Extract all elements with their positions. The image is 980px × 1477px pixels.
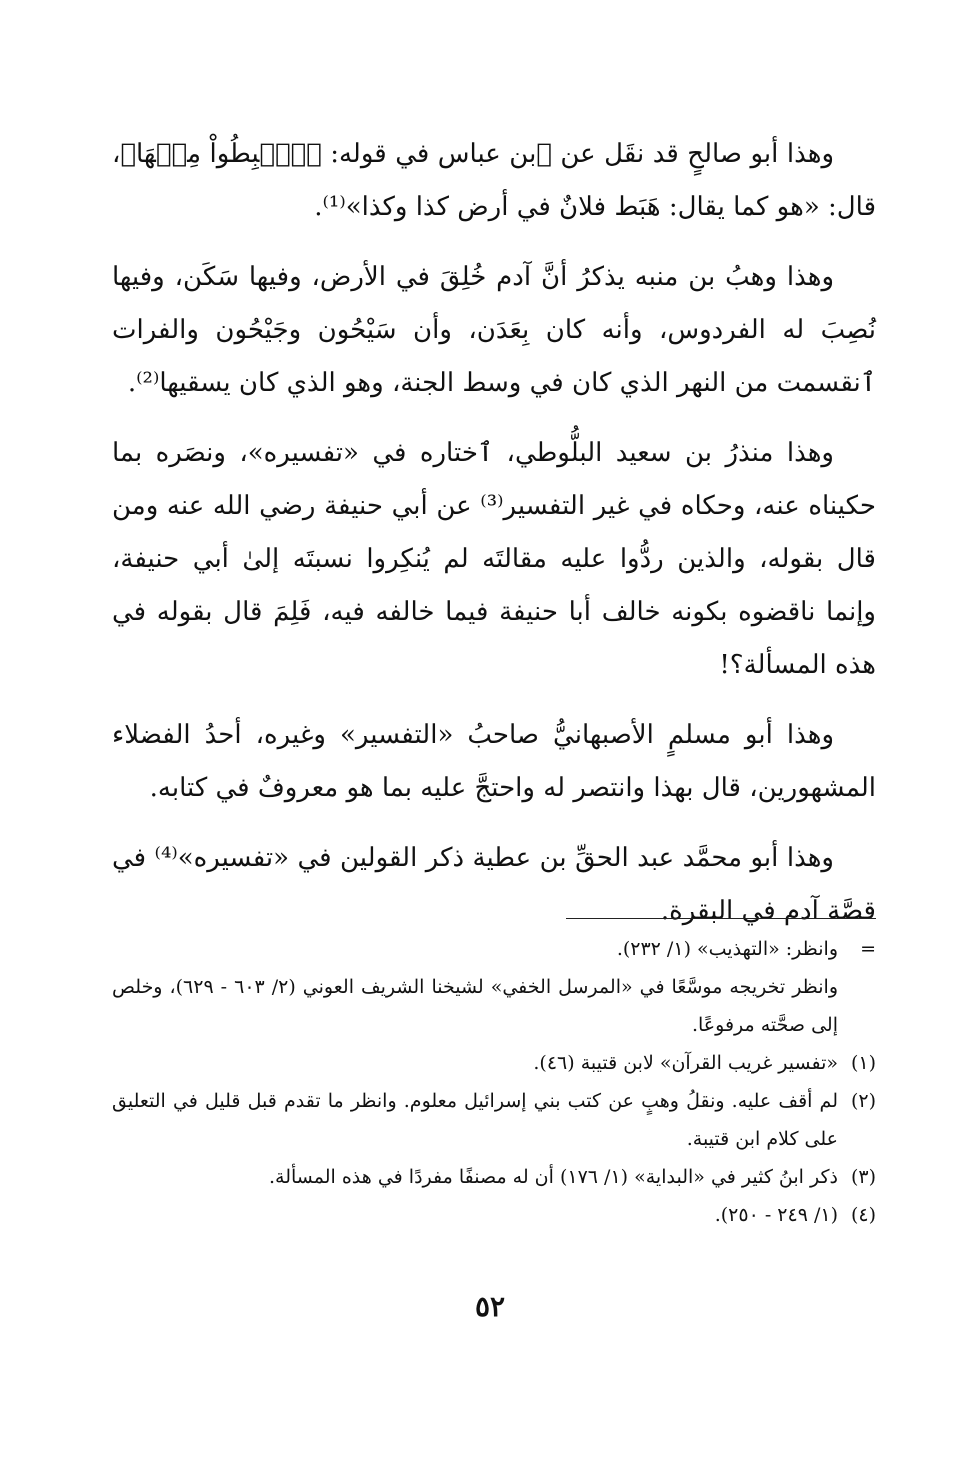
main-text — [112, 128, 876, 955]
paragraph: وهذا أبو صالحٍ قد نقَل عن ٱبن عباس في قوله: ﴿ٱهۡبِطُواْ مِنۡهَا﴾، قال: «هو كما يقال: هَبَط فلانٌ في أرض كذا وكذا»⁽¹⁾. — [112, 139, 876, 222]
paragraph: وهذا منذرُ بن سعيد البلُّوطي، ٱختاره في «تفسيره»، ونصَره بما حكيناه عنه، وحكاه في غير التفسير⁽³⁾ عن أبي حنيفة رضي الله عنه ومن قال بقوله، والذين ردُّوا عليه مقالتَه لم يُنكِروا نسبتَه إلىٰ أبي حنيفة، وإنما ناقضوه بكونه خالف أبا حنيفة فيما خالفه فيه، فَلِمَ قال بقوله في هذه المسألة؟! — [112, 438, 877, 680]
footnote-separator — [566, 918, 876, 919]
footnotes — [112, 930, 876, 1234]
footnote-text: ذكر ابنُ كثير في «البداية» (١/ ١٧٦) أن له مصنفًا مفردًا في هذه المسألة. — [269, 1166, 838, 1188]
footnote-text: «تفسير غريب القرآن» لابن قتيبة (٤٦). — [533, 1052, 838, 1074]
footnote-marker: = — [860, 938, 876, 960]
footnote-1 — [112, 1044, 876, 1082]
footnote-marker: (٣) — [850, 1166, 876, 1188]
footnote-text: وانظر: «التهذيب» (١/ ٢٣٢). — [616, 938, 838, 960]
paragraph: وهذا وهبُ بن منبه يذكرُ أنَّ آدم خُلِقَ في الأرض، وفيها سَكَن، وفيها نُصِبَ له الفردوس، وأنه كان بِعَدَن، وأن سَيْحُون وجَيْحُون والفرات ٱنقسمت من النهر الذي كان في وسط الجنة، وهو الذي كان يسقيها⁽²⁾. — [112, 262, 876, 398]
paragraph: وهذا أبو مسلمٍ الأصبهانيُّ صاحبُ «التفسير» وغيره، أحدُ الفضلاء المشهورين، قال بهذا وانتصر له واحتجَّ عليه بما هو معروفٌ في كتابه. — [112, 720, 876, 803]
footnote-marker: (٤) — [850, 1204, 876, 1226]
footnote-text: وانظر تخريجه موسَّعًا في «المرسل الخفي» لشيخنا الشريف العوني (٢/ ٦٠٣ - ٦٢٩)، وخلص إلى صحَّته مرفوعًا. — [112, 976, 838, 1036]
footnote-text: لم أقف عليه. ونقلُ وهبٍ عن كتب بني إسرائيل معلوم. وانظر ما تقدم قبل قليل في التعليق على كلام ابن قتيبة. — [112, 1090, 838, 1150]
page-number: ٥٢ — [474, 1290, 506, 1323]
footnote-4 — [112, 1196, 876, 1234]
footnote-2 — [112, 1082, 876, 1158]
footnote-3 — [112, 1158, 876, 1196]
footnote-marker: (١) — [850, 1052, 876, 1074]
footnote-text: (١/ ٢٤٩ - ٢٥٠). — [714, 1204, 838, 1226]
footnote-marker: (٢) — [850, 1090, 876, 1112]
paragraph: وهذا أبو محمَّد عبد الحقِّ بن عطية ذكر القولين في «تفسيره»⁽⁴⁾ في قصَّة آدم في البقرة. — [112, 843, 876, 926]
footnote-carry-over — [112, 930, 876, 968]
